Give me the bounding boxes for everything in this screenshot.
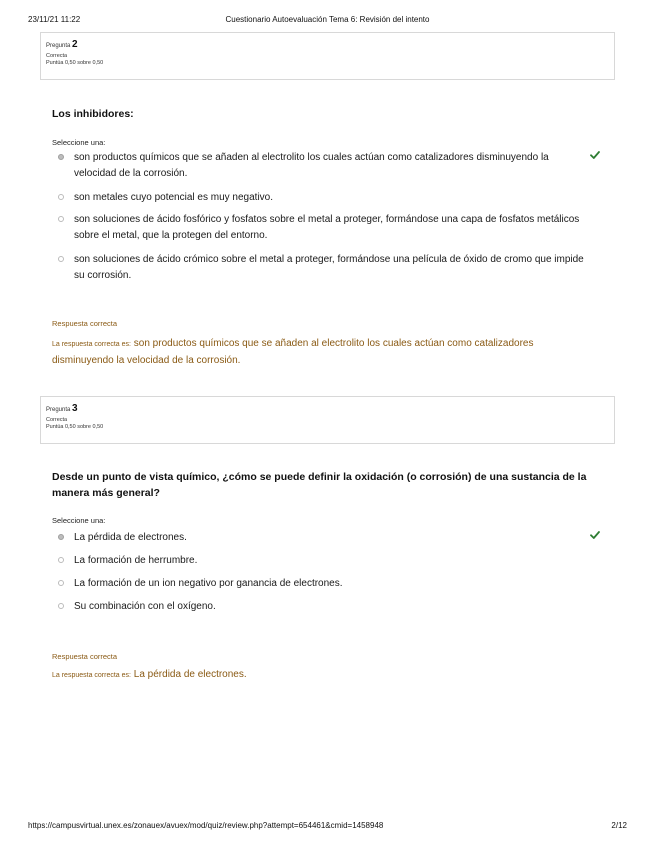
correct-answer-text: son productos químicos que se añaden al electrolito los cuales actúan como catalizadores disminuyendo la velocidad de la corrosión. xyxy=(52,338,534,366)
radio-icon[interactable] xyxy=(58,216,64,222)
question-label: Pregunta xyxy=(46,43,71,49)
print-footer xyxy=(28,821,627,833)
correct-answer-feedback xyxy=(52,336,597,369)
correct-answer-prefix: La respuesta correcta es: xyxy=(52,672,131,679)
feedback-label: Respuesta correcta xyxy=(52,319,118,328)
answer-option[interactable] xyxy=(58,530,588,546)
print-header xyxy=(28,15,627,27)
correct-answer-text: La pérdida de electrones. xyxy=(133,669,247,680)
answer-option-text: Su combinación con el oxígeno. xyxy=(74,601,216,612)
question-number xyxy=(46,38,609,53)
radio-icon[interactable] xyxy=(58,534,64,540)
answer-option-text: son metales cuyo potencial es muy negativo. xyxy=(74,192,273,203)
answer-option-text: son soluciones de ácido crómico sobre el metal a proteger, formándose una película de óxido de cromo que impide su corrosión. xyxy=(74,254,584,281)
correct-answer-feedback xyxy=(52,667,597,684)
question-state: Correcta xyxy=(46,52,68,59)
question-number xyxy=(46,402,609,417)
check-icon xyxy=(590,150,600,160)
answer-option[interactable] xyxy=(58,576,588,592)
answer-option-text: son productos químicos que se añaden al electrolito los cuales actúan como catalizadores disminuyendo la velocidad de la corrosión. xyxy=(74,152,549,179)
answer-option[interactable] xyxy=(58,252,588,284)
question-state: Correcta xyxy=(46,416,68,423)
answer-option[interactable] xyxy=(58,599,588,615)
answer-option[interactable] xyxy=(58,190,588,206)
answer-option-text: La pérdida de electrones. xyxy=(74,532,187,543)
feedback-label: Respuesta correcta xyxy=(52,652,118,661)
question-grade: Puntúa 0,50 sobre 0,50 xyxy=(46,60,104,67)
radio-icon[interactable] xyxy=(58,154,64,160)
print-title: Cuestionario Autoevaluación Tema 6: Revisión del intento xyxy=(225,15,430,24)
question-number-value: 3 xyxy=(72,403,78,414)
answer-option[interactable] xyxy=(58,553,588,569)
check-icon xyxy=(590,530,600,540)
answer-prompt: Seleccione una: xyxy=(52,516,106,525)
answer-option-text: son soluciones de ácido fosfórico y fosfatos sobre el metal a proteger, formándose una capa de fosfatos metálicos sobre el metal, que la protegen del entorno. xyxy=(74,214,580,241)
radio-icon[interactable] xyxy=(58,603,64,609)
answer-option[interactable] xyxy=(58,150,588,182)
radio-icon[interactable] xyxy=(58,580,64,586)
answer-option-text: La formación de un ion negativo por ganancia de electrones. xyxy=(74,578,343,589)
radio-icon[interactable] xyxy=(58,194,64,200)
answer-option[interactable] xyxy=(58,212,588,244)
question-number-value: 2 xyxy=(72,39,78,50)
answer-option-text: La formación de herrumbre. xyxy=(74,555,198,566)
page-url: https://campusvirtual.unex.es/zonauex/avuex/mod/quiz/review.php?attempt=654461&cmid=1458948 xyxy=(28,821,384,830)
question-grade: Puntúa 0,50 sobre 0,50 xyxy=(46,424,104,431)
question-label: Pregunta xyxy=(46,407,71,413)
page-number: 2/12 xyxy=(611,821,627,830)
answer-prompt: Seleccione una: xyxy=(52,138,106,147)
question-text: Desde un punto de vista químico, ¿cómo se puede definir la oxidación (o corrosión) de una sustancia de la manera más general? xyxy=(52,471,587,499)
print-datetime: 23/11/21 11:22 xyxy=(28,15,81,24)
radio-icon[interactable] xyxy=(58,256,64,262)
question-text: Los inhibidores: xyxy=(52,108,134,120)
radio-icon[interactable] xyxy=(58,557,64,563)
correct-answer-prefix: La respuesta correcta es: xyxy=(52,341,131,348)
question-info-box xyxy=(40,396,615,444)
question-info-box xyxy=(40,32,615,80)
